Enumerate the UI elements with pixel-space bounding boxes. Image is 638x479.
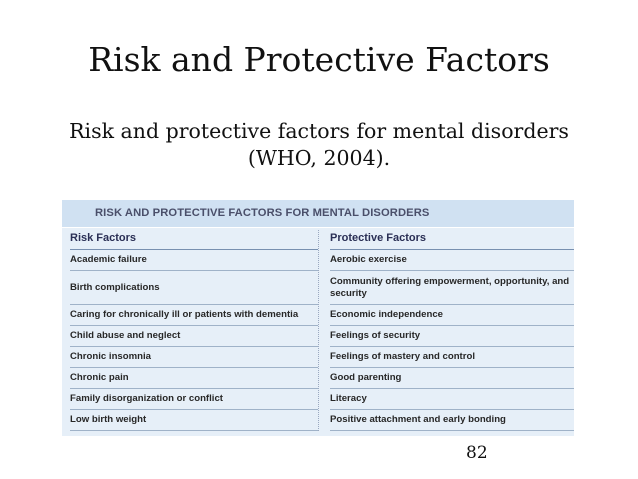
table-row [330,389,574,410]
table-columns [62,228,574,431]
table-row [70,410,318,431]
protective-factor-cell: Community offering empowerment, opportunity, and security [330,275,570,299]
risk-factor-cell: Low birth weight [70,414,147,425]
table-row [330,305,574,326]
protective-factor-cell: Literacy [330,393,367,404]
table-row [70,271,318,305]
risk-factors-column [62,228,318,431]
slide-title: Risk and Protective Factors [88,40,550,79]
slide-subtitle [0,118,638,172]
table-row [330,271,574,305]
protective-factor-cell: Aerobic exercise [330,254,407,265]
protective-factor-cell: Economic independence [330,309,444,320]
table-row [70,368,318,389]
subtitle-line-2: (WHO, 2004). [247,146,391,170]
risk-factor-cell: Birth complications [70,281,160,293]
risk-factor-cell: Child abuse and neglect [70,330,181,341]
table-row [70,347,318,368]
protective-factor-cell: Positive attachment and early bonding [330,414,506,425]
protective-factors-column [318,228,574,431]
table-row [70,250,318,271]
protective-factor-cell: Good parenting [330,372,402,383]
risk-factor-cell: Chronic pain [70,372,129,383]
protective-factor-cell: Feelings of security [330,330,421,341]
risk-protective-table [62,200,574,436]
protective-factor-cell: Feelings of mastery and control [330,351,476,362]
table-row [330,347,574,368]
table-row [330,250,574,271]
column-divider [318,230,319,431]
subtitle-line-1: Risk and protective factors for mental disorders [69,119,569,143]
risk-factor-cell: Chronic insomnia [70,351,152,362]
page-number: 82 [466,443,488,463]
protective-factors-header: Protective Factors [330,228,574,250]
table-row [330,410,574,431]
table-title: RISK AND PROTECTIVE FACTORS FOR MENTAL DISORDERS [62,200,574,228]
table-row [70,389,318,410]
table-row [330,326,574,347]
risk-factors-header: Risk Factors [70,228,318,250]
table-row [70,326,318,347]
risk-factor-cell: Academic failure [70,254,147,265]
risk-factor-cell: Family disorganization or conflict [70,393,223,404]
table-row [70,305,318,326]
table-row [330,368,574,389]
risk-factor-cell: Caring for chronically ill or patients with dementia [70,309,299,320]
